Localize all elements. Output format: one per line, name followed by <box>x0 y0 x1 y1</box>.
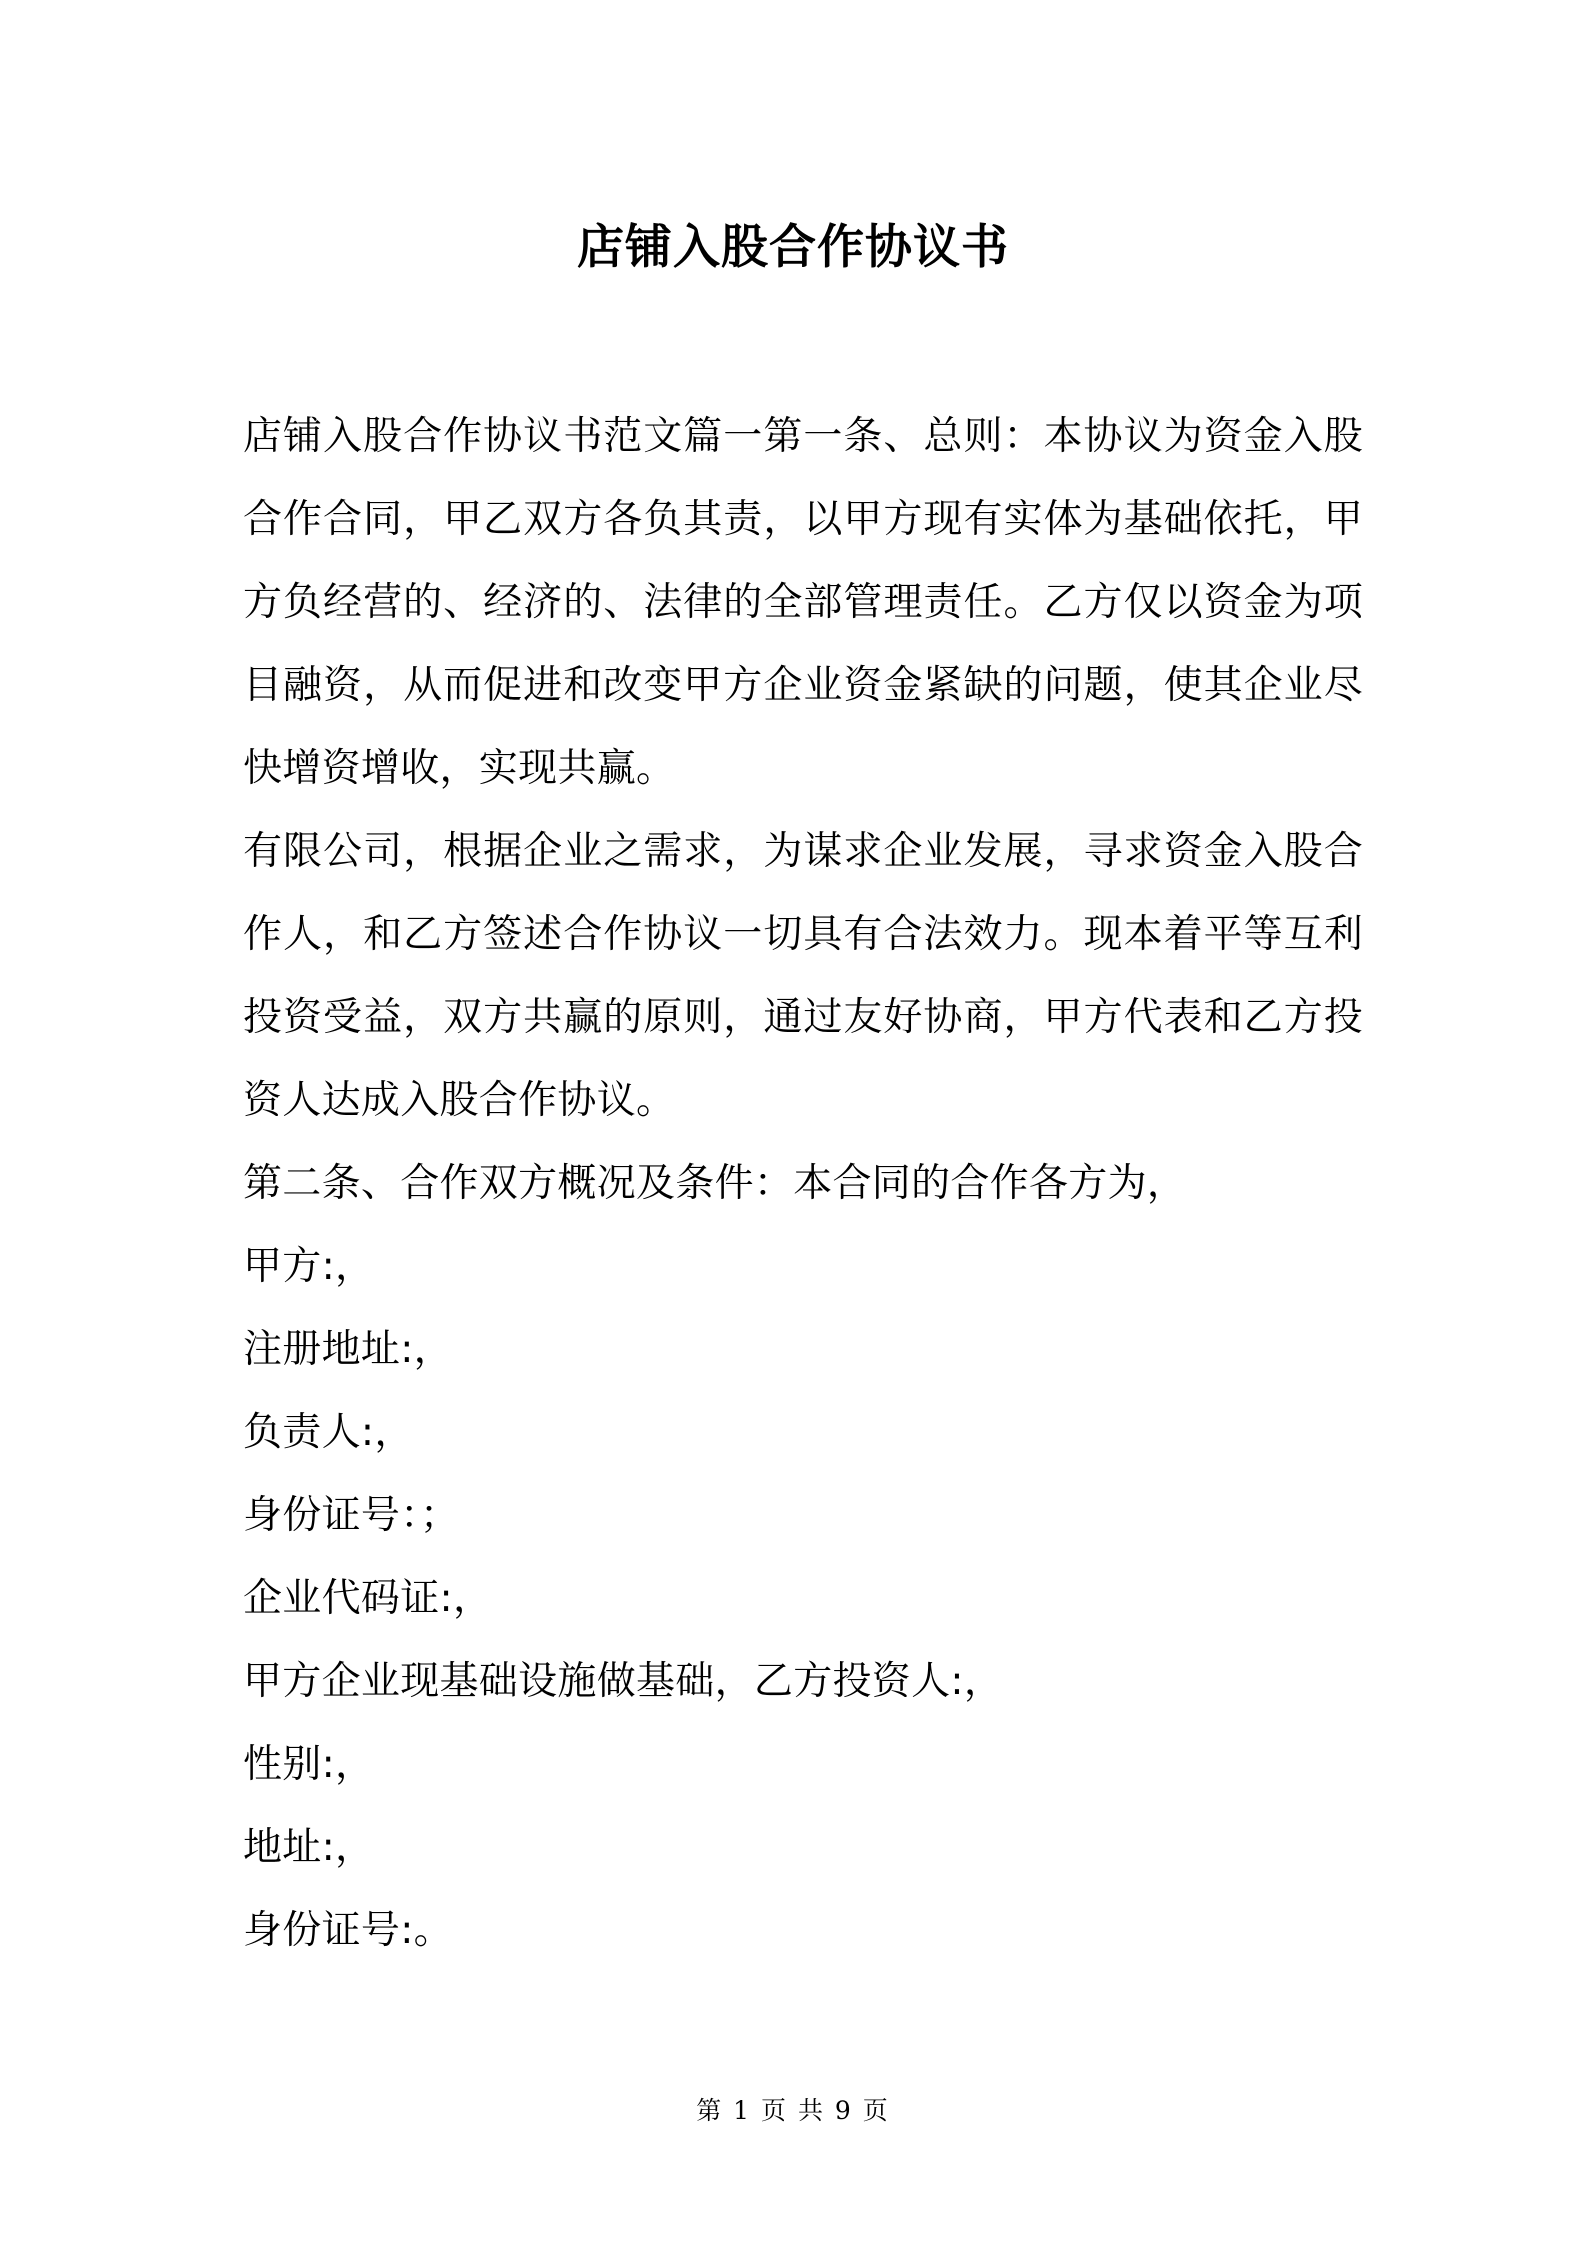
field-party-a: 甲方:， <box>243 1244 375 1289</box>
field-address: 地址:， <box>243 1825 375 1870</box>
field-registered-address: 注册地址:， <box>243 1327 453 1372</box>
document-body <box>243 395 1363 1972</box>
document-title: 店铺入股合作协议书 <box>577 220 1009 275</box>
field-id-number-party-a: 身份证号：； <box>243 1493 460 1538</box>
field-party-b-investor: 甲方企业现基础设施做基础，乙方投资人:， <box>243 1659 1004 1704</box>
field-responsible-person: 负责人:， <box>243 1410 414 1455</box>
field-gender: 性别:， <box>243 1742 375 1787</box>
field-id-number-party-b: 身份证号:。 <box>243 1908 453 1953</box>
page-number-footer: 第 1 页 共 9 页 <box>696 2096 890 2125</box>
paragraph-cooperation-purpose: 有限公司，根据企业之需求，为谋求企业发展，寻求资金入股合作人，和乙方签述合作协议一切具有合法效力。现本着平等互利投资受益，双方共赢的原则，通过友好协商，甲方代表和乙方投资人达成入股合作协议。 <box>243 829 1363 1123</box>
clause-two-heading: 第二条、合作双方概况及条件：本合同的合作各方为， <box>243 1161 1187 1206</box>
paragraph-general-provisions: 店铺入股合作协议书范文篇一第一条、总则：本协议为资金入股合作合同，甲乙双方各负其责，以甲方现有实体为基础依托，甲方负经营的、经济的、法律的全部管理责任。乙方仅以资金为项目融资，从而促进和改变甲方企业资金紧缺的问题，使其企业尽快增资增收，实现共赢。 <box>243 414 1363 791</box>
field-enterprise-code: 企业代码证:， <box>243 1576 493 1621</box>
